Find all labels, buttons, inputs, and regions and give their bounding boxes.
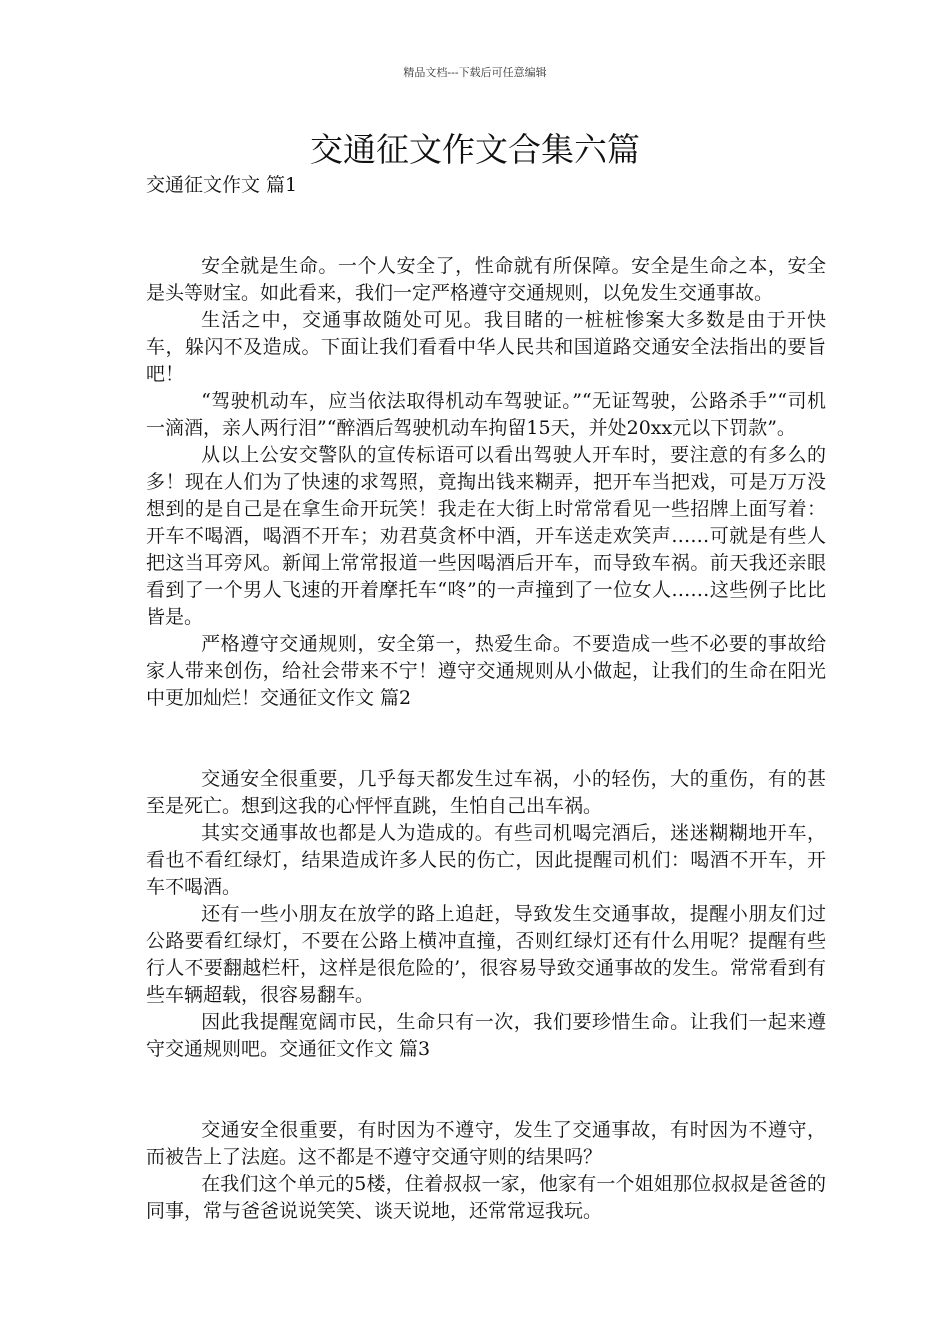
spacer [146, 199, 826, 253]
paragraph: “驾驶机动车，应当依法取得机动车驾驶证。”“无证驾驶，公路杀手”“司机一滴酒，亲人两行泪”“醉酒后驾驶机动车拘留15天，并处20xx元以下罚款”。 [146, 390, 826, 439]
spacer [146, 1063, 826, 1117]
paragraph: 其实交通事故也都是人为造成的。有些司机喝完酒后，迷迷糊糊地开车，看也不看红绿灯，结果造成许多人民的伤亡，因此提醒司机们：喝酒不开车，开车不喝酒。 [146, 822, 826, 898]
paragraph: 在我们这个单元的5楼，住着叔叔一家，他家有一个姐姐那位叔叔是爸爸的同事，常与爸爸说说笑笑、谈天说地，还常常逗我玩。 [146, 1173, 826, 1222]
section-heading: 交通征文作文 篇1 [146, 174, 298, 196]
document-title: 交通征文作文合集六篇 [310, 130, 640, 169]
section-3 [146, 1063, 826, 1225]
paragraph: 因此我提醒宽阔市民，生命只有一次，我们要珍惜生命。让我们一起来遵守交通规则吧。交通征文作文 篇3 [146, 1011, 826, 1060]
paragraph: 从以上公安交警队的宣传标语可以看出驾驶人开车时，要注意的有多么的多！现在人们为了快速的求驾照，竟掏出钱来糊弄，把开车当把戏，可是万万没想到的是自己是在拿生命开玩笑！我走在大街上时常常看见一些招牌上面写着：开车不喝酒，喝酒不开车；劝君莫贪杯中酒，开车送走欢笑声……可就是有些人把这当耳旁风。新闻上常常报道一些因喝酒后开车，而导致车祸。前天我还亲眼看到了一个男人飞速的开着摩托车“咚”的一声撞到了一位女人……这些例子比比皆是。 [146, 444, 826, 628]
document-body [146, 172, 826, 1225]
paragraph: 严格遵守交通规则，安全第一，热爱生命。不要造成一些不必要的事故给家人带来创伤，给社会带来不宁！遵守交通规则从小做起，让我们的生命在阳光中更加灿烂！交通征文作文 篇2 [146, 633, 826, 709]
paragraph: 交通安全很重要，有时因为不遵守，发生了交通事故，有时因为不遵守，而被告上了法庭。这不都是不遵守交通守则的结果吗？ [146, 1119, 826, 1168]
paragraph: 生活之中，交通事故随处可见。我目睹的一桩桩惨案大多数是由于开快车，躲闪不及造成。下面让我们看看中华人民共和国道路交通安全法指出的要旨吧！ [146, 309, 826, 385]
spacer [146, 712, 826, 766]
section-2 [146, 712, 826, 1063]
paragraph: 交通安全很重要，几乎每天都发生过车祸，小的轻伤，大的重伤，有的甚至是死亡。想到这我的心怦怦直跳，生怕自己出车祸。 [146, 768, 826, 817]
paragraph: 安全就是生命。一个人安全了，性命就有所保障。安全是生命之本，安全是头等财宝。如此看来，我们一定严格遵守交通规则，以免发生交通事故。 [146, 255, 826, 304]
paragraph: 还有一些小朋友在放学的路上追赶，导致发生交通事故，提醒小朋友们过公路要看红绿灯，不要在公路上横冲直撞，否则红绿灯还有什么用呢？提醒有些行人不要翻越栏杆，这样是很危险的’，很容易导致交通事故的发生。常常看到有些车辆超载，很容易翻车。 [146, 903, 826, 1006]
section-1 [146, 172, 826, 712]
page-header: 精品文档---下载后可任意编辑 [403, 66, 547, 79]
